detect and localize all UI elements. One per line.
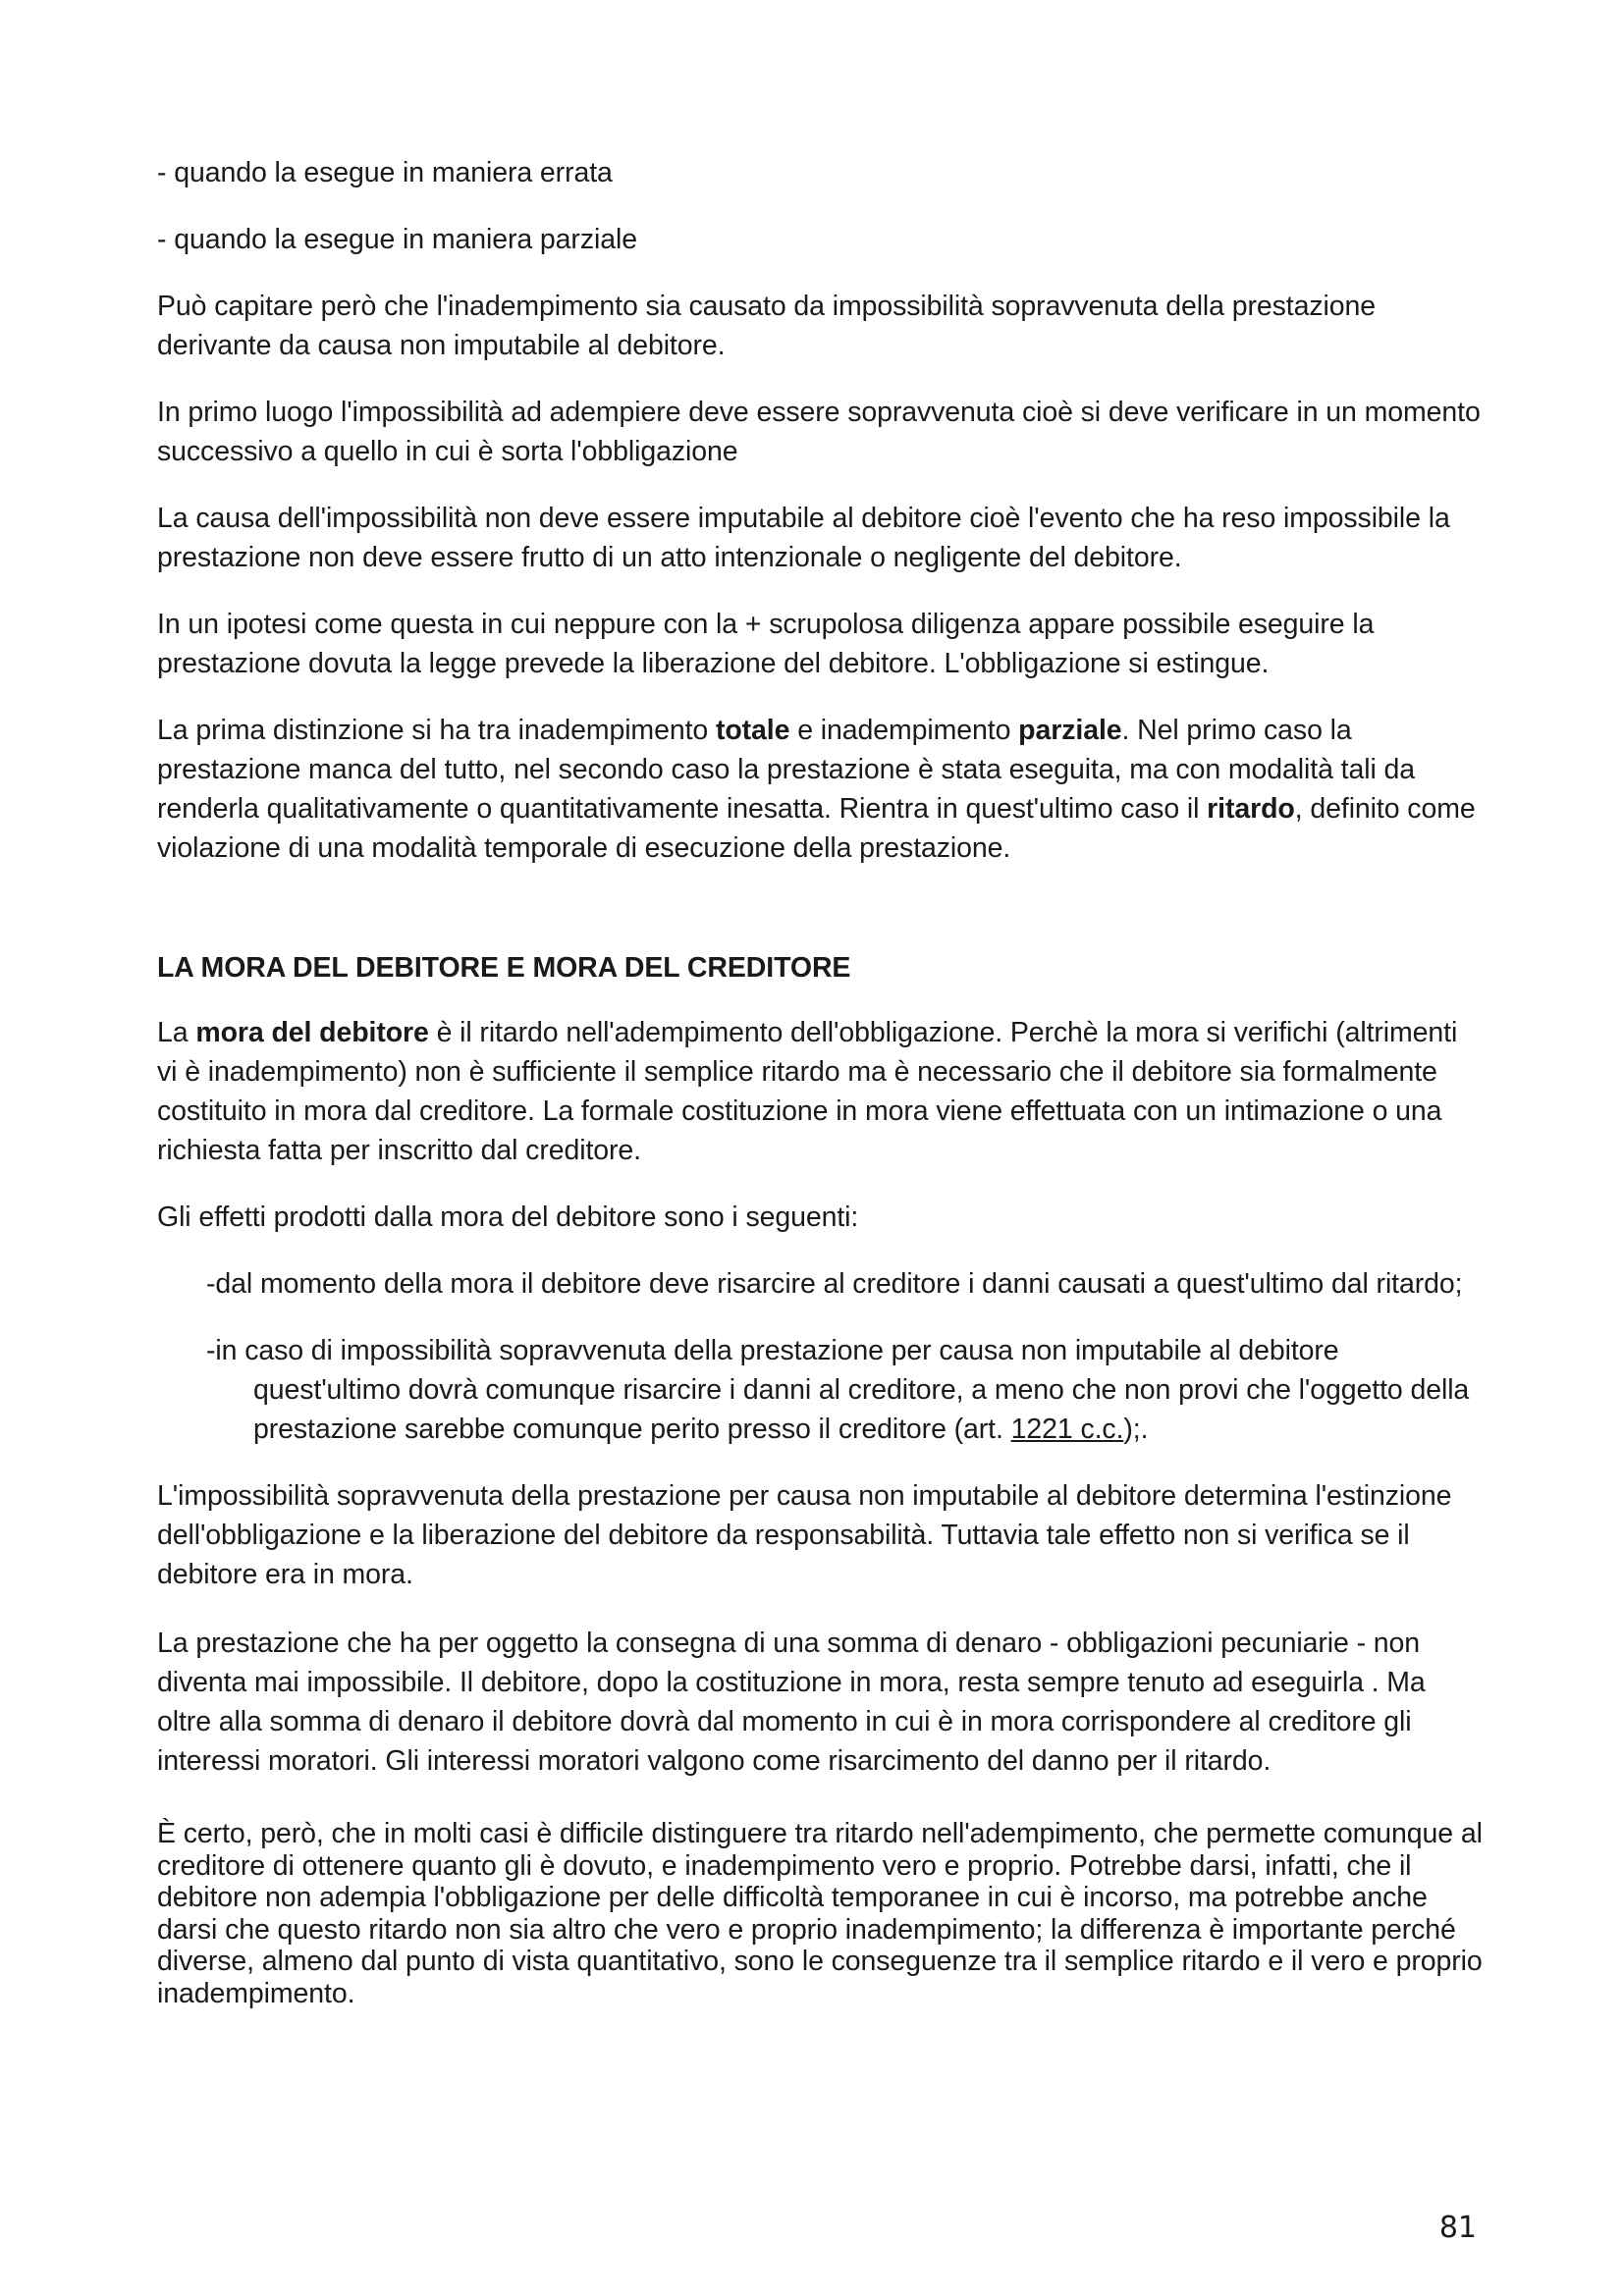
list-item-risarcimento: -dal momento della mora il debitore deve risarcire al creditore i danni causati a quest'ultimo dal ritardo; bbox=[206, 1268, 1463, 1300]
bold-term-ritardo: ritardo bbox=[1207, 793, 1295, 825]
section-heading: LA MORA DEL DEBITORE E MORA DEL CREDITORE bbox=[157, 952, 851, 984]
paragraph-errata: - quando la esegue in maniera errata bbox=[157, 157, 613, 188]
text-span: . Nel primo caso la prestazione manca del tutto, nel secondo caso la prestazione è stata eseguita, ma con modalità tali da renderla qualitativamente o quantitativamente inesatta. Rientra in quest'ultimo caso il bbox=[157, 715, 1415, 825]
list-item-impossibilita bbox=[206, 1331, 1483, 1449]
text-span: La prima distinzione si ha tra inadempimento bbox=[157, 715, 716, 746]
paragraph-estinzione: L'impossibilità sopravvenuta della prestazione per causa non imputabile al debitore determina l'estinzione dell'obbligazione e la liberazione del debitore da responsabilità. Tuttavia tale effetto non si verifica se il debitore era in mora. bbox=[157, 1480, 1452, 1590]
paragraph-mora-debitore bbox=[157, 1013, 1483, 1170]
paragraph-causa: La causa dell'impossibilità non deve essere imputabile al debitore cioè l'evento che ha reso impossibile la prestazione non deve essere frutto di un atto intenzionale o negligente del debitore. bbox=[157, 503, 1450, 573]
text-span: e inadempimento bbox=[789, 715, 1019, 746]
paragraph-effetti: Gli effetti prodotti dalla mora del debitore sono i seguenti: bbox=[157, 1201, 859, 1233]
paragraph-primo-luogo: In primo luogo l'impossibilità ad adempiere deve essere sopravvenuta cioè si deve verificare in un momento successivo a quello in cui è sorta l'obbligazione bbox=[157, 397, 1481, 467]
paragraph-prestazione-denaro: La prestazione che ha per oggetto la consegna di una somma di denaro - obbligazioni pecuniarie - non diventa mai impossibile. Il debitore, dopo la costituzione in mora, resta sempre tenuto ad eseguirla . Ma oltre alla somma di denaro il debitore dovrà dal momento in cui è in mora corrispondere al creditore gli interessi moratori. Gli interessi moratori valgono come risarcimento del danno per il ritardo. bbox=[157, 1628, 1426, 1777]
bold-term-parziale: parziale bbox=[1018, 715, 1122, 746]
paragraph-ritardo-vs-inadempimento: È certo, però, che in molti casi è difficile distinguere tra ritardo nell'adempimento, che permette comunque al creditore di ottenere quanto gli è dovuto, e inadempimento vero e proprio. Potrebbe darsi, infatti, che il debitore non adempia l'obbligazione per delle difficoltà temporanee in cui è incorso, ma potrebbe anche darsi che questo ritardo non sia altro che vero e proprio inadempimento; la differenza è importante perché diverse, almeno dal punto di vista quantitativo, sono le conseguenze tra il semplice ritardo e il vero e proprio inadempimento. bbox=[157, 1818, 1483, 2009]
text-span: è il ritardo nell'adempimento dell'obbligazione. Perchè la mora si verifichi (altrimenti vi è inadempimento) non è sufficiente il semplice ritardo ma è necessario che il debitore sia formalmente costituito in mora dal creditore. La formale costituzione in mora viene effettuata con un intimazione o una richiesta fatta per inscritto dal creditore. bbox=[157, 1017, 1458, 1166]
text-span: La bbox=[157, 1017, 196, 1048]
document-body bbox=[157, 153, 1483, 2009]
bold-term-totale: totale bbox=[715, 715, 790, 746]
paragraph-impossibilita-intro: Può capitare però che l'inadempimento sia causato da impossibilità sopravvenuta della prestazione derivante da causa non imputabile al debitore. bbox=[157, 291, 1376, 361]
text-span: , definito come violazione di una modalità temporale di esecuzione della prestazione. bbox=[157, 793, 1476, 864]
article-link-1221[interactable]: 1221 c.c. bbox=[1010, 1414, 1124, 1445]
text-span: );. bbox=[1123, 1414, 1149, 1445]
bold-term-mora-del-debitore: mora del debitore bbox=[195, 1017, 429, 1048]
text-span: -in caso di impossibilità sopravvenuta della prestazione per causa non imputabile al debitore quest'ultimo dovrà comunque risarcire i danni al creditore, a meno che non provi che l'oggetto della prestazione sarebbe comunque perito presso il creditore (art. bbox=[206, 1335, 1470, 1445]
paragraph-ipotesi: In un ipotesi come questa in cui neppure con la + scrupolosa diligenza appare possibile eseguire la prestazione dovuta la legge prevede la liberazione del debitore. L'obbligazione si estingue. bbox=[157, 609, 1375, 679]
paragraph-distinzione bbox=[157, 711, 1483, 868]
paragraph-parziale: - quando la esegue in maniera parziale bbox=[157, 224, 637, 255]
page-number: 81 bbox=[1438, 2211, 1477, 2245]
